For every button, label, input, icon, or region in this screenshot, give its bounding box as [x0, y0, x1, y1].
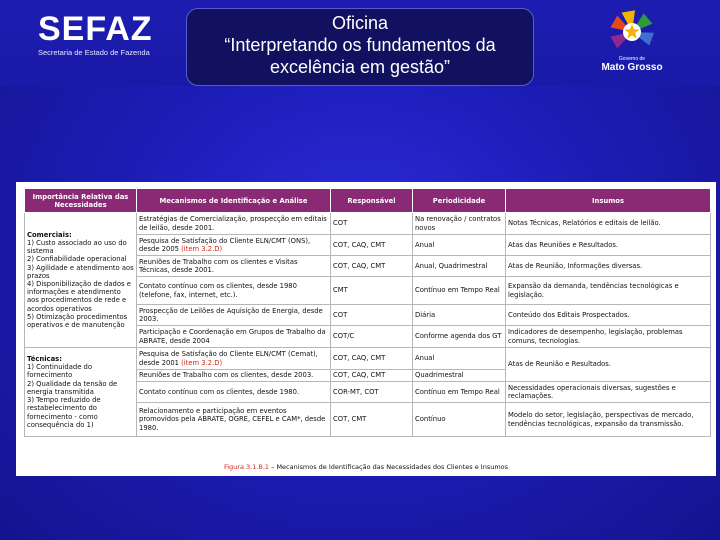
header-periodicity: Periodicidade — [413, 189, 506, 213]
inputs-cell: Notas Técnicas, Relatórios e editais de leilão. — [506, 213, 711, 235]
needs-table — [24, 188, 711, 437]
periodicity-cell: Contínuo — [413, 403, 506, 437]
importance-item: 1) Continuidade do fornecimento — [27, 363, 93, 380]
title-line-3: excelência em gestão” — [269, 57, 451, 77]
slide-title — [186, 8, 534, 86]
periodicity-cell: Contínuo em Tempo Real — [413, 277, 506, 305]
caption-ref: Figura 3.1.B.1 — [223, 463, 270, 471]
mato-grosso-logo-text — [596, 56, 668, 73]
periodicity-cell: Quadrimestral — [413, 370, 506, 382]
inputs-cell: Expansão da demanda, tendências tecnológicas e legislação. — [506, 277, 711, 305]
mechanism-cell — [137, 305, 331, 326]
mechanism-cell — [137, 213, 331, 235]
periodicity-cell: Conforme agenda dos GT — [413, 326, 506, 348]
inputs-cell: Necessidades operacionais diversas, sugestões e reclamações. — [506, 382, 711, 403]
table-panel — [16, 182, 716, 476]
table-row — [25, 348, 711, 370]
mechanism-text: Pesquisa de Satisfação do Cliente ELN/CMT (ONS), desde 2005 — [139, 236, 311, 253]
emblem-band — [637, 13, 653, 28]
item-reference: (item 3.2.D) — [181, 245, 223, 253]
mechanism-text: Estratégias de Comercialização, prospecção em editais de leilão, desde 2001. — [139, 215, 327, 232]
mechanism-cell — [137, 277, 331, 305]
header-importance: Importância Relativa das Necessidades — [25, 189, 137, 213]
importance-item: 4) Disponibilização de dados e informações e atendimento aos procedimentos de rede e acordos operativos — [27, 280, 131, 313]
responsible-cell: COT, CAQ, CMT — [331, 256, 413, 277]
header-inputs: Insumos — [506, 189, 711, 213]
header-mechanisms: Mecanismos de Identificação e Análise — [137, 189, 331, 213]
gov-line-1: Governo de — [618, 56, 646, 62]
mechanism-cell — [137, 326, 331, 348]
mechanism-cell — [137, 370, 331, 382]
title-line-2: “Interpretando os fundamentos da — [224, 35, 496, 55]
importance-item: 3) Tempo reduzido de restabelecimento do fornecimento - como consequência do 1) — [27, 396, 101, 429]
inputs-cell: Atas de Reunião, Informações diversas. — [506, 256, 711, 277]
responsible-cell: COT — [331, 305, 413, 326]
figure-caption — [16, 463, 716, 471]
responsible-cell: COR-MT, COT — [331, 382, 413, 403]
responsible-cell: COT — [331, 213, 413, 235]
mechanism-text: Contato contínuo com os clientes, desde 1980. — [139, 387, 300, 396]
mechanism-cell — [137, 348, 331, 370]
mechanism-text: Reuniões de Trabalho com os clientes, desde 2003. — [139, 371, 314, 380]
responsible-cell: COT, CAQ, CMT — [331, 370, 413, 382]
mechanism-cell — [137, 235, 331, 256]
periodicity-cell: Diária — [413, 305, 506, 326]
inputs-cell: Modelo do setor, legislação, perspectivas de mercado, tendências tecnológicas, expansão da transmissão. — [506, 403, 711, 437]
emblem-band — [639, 32, 654, 45]
inputs-cell: Atas das Reuniões e Resultados. — [506, 235, 711, 256]
header-responsible: Responsável — [331, 189, 413, 213]
sefaz-wordmark: SEFAZ — [38, 10, 153, 48]
periodicity-cell: Contínuo em Tempo Real — [413, 382, 506, 403]
periodicity-cell: Na renovação / contratos novos — [413, 213, 506, 235]
table-header-row — [25, 189, 711, 213]
periodicity-cell: Anual, Quadrimestral — [413, 256, 506, 277]
emblem-band — [610, 16, 625, 30]
inputs-cell: Indicadores de desempenho, legislação, problemas comuns, tecnologias. — [506, 326, 711, 348]
mechanism-text: Contato contínuo com os clientes, desde 1980 (telefone, fax, internet, etc.). — [139, 282, 297, 299]
periodicity-cell: Anual — [413, 348, 506, 370]
responsible-cell: COT, CMT — [331, 403, 413, 437]
importance-cell — [25, 348, 137, 437]
title-line-1: Oficina — [331, 13, 389, 33]
importance-heading: Técnicas: — [27, 355, 62, 364]
importance-item: 2) Confiabilidade operacional — [27, 255, 127, 264]
mechanism-text: Reuniões de Trabalho com os clientes e Visitas Técnicas, desde 2001. — [139, 257, 298, 274]
mechanism-cell — [137, 403, 331, 437]
importance-item: 2) Qualidade da tensão de energia transmitida — [27, 379, 118, 396]
mechanism-cell — [137, 256, 331, 277]
mechanism-cell — [137, 382, 331, 403]
importance-heading: Comerciais: — [27, 230, 72, 239]
emblem-band — [610, 34, 625, 48]
caption-text: – Mecanismos de Identificação das Necessidades dos Clientes e Insumos — [269, 463, 509, 471]
emblem-band — [622, 10, 635, 24]
importance-cell — [25, 213, 137, 348]
periodicity-cell: Anual — [413, 235, 506, 256]
importance-item: 1) Custo associado ao uso do sistema — [27, 238, 127, 256]
gov-line-2: Mato Grosso — [601, 62, 663, 73]
table-row — [25, 213, 711, 235]
responsible-cell: CMT — [331, 277, 413, 305]
mechanism-text: Prospecção de Leilões de Aquisição de Energia, desde 2003. — [139, 306, 323, 323]
sefaz-subtitle: Secretaria de Estado de Fazenda — [38, 48, 150, 57]
inputs-cell: Conteúdo dos Editais Prospectados. — [506, 305, 711, 326]
mechanism-text: Participação e Coordenação em Grupos de Trabalho da ABRATE, desde 2004 — [139, 328, 326, 345]
item-reference: (item 3.2.D) — [181, 358, 223, 367]
responsible-cell: COT, CAQ, CMT — [331, 348, 413, 370]
responsible-cell: COT/C — [331, 326, 413, 348]
importance-item: 5) Otimização procedimentos operativos e de manutenção — [27, 312, 128, 330]
responsible-cell: COT, CAQ, CMT — [331, 235, 413, 256]
inputs-cell: Atas de Reunião e Resultados. — [506, 348, 711, 382]
sefaz-logo — [38, 10, 153, 58]
importance-item: 3) Agilidade e atendimento aos prazos — [27, 263, 134, 280]
mechanism-text: Relacionamento e participação em eventos promovidos pela ABRATE, OGRE, CEFEL e CAM*, desde 1980. — [139, 407, 326, 432]
mechanism-text: Pesquisa de Satisfação do Cliente ELN/CMT (Cemat), desde 2001 — [139, 350, 318, 367]
